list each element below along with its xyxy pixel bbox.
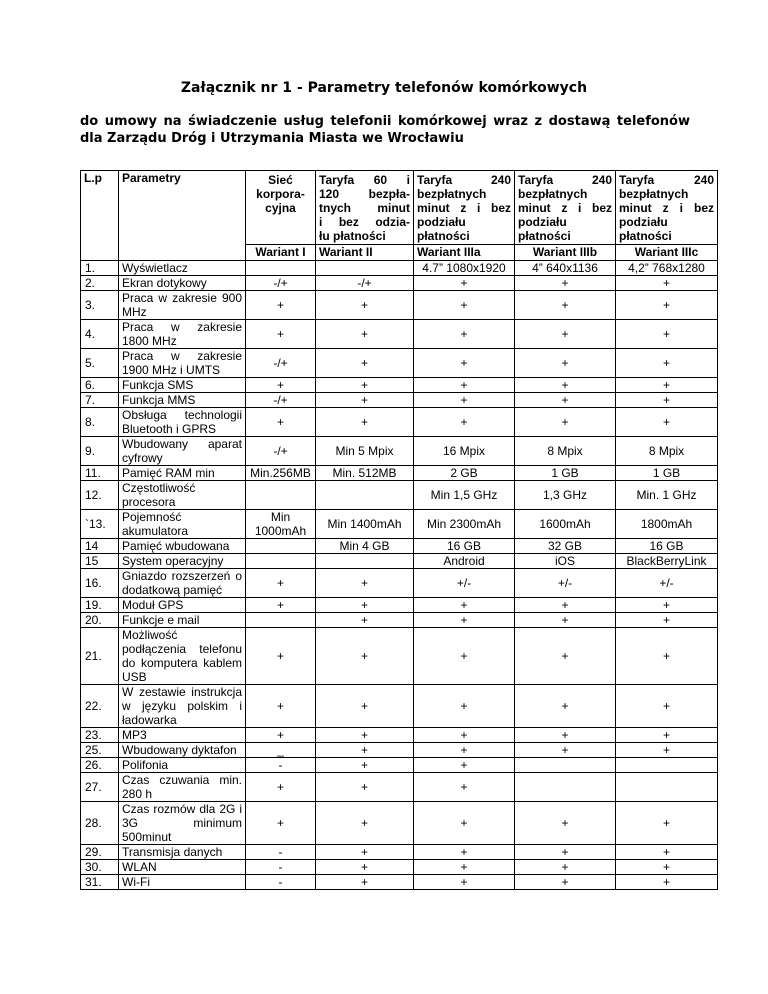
row-value: + (316, 378, 414, 393)
row-value: + (616, 291, 718, 320)
table-row (81, 378, 718, 393)
row-parameter: Obsługa technologii Bluetooth i GPRS (119, 408, 246, 437)
table-row (81, 554, 718, 569)
phone-parameters-table (80, 170, 718, 890)
row-value: + (616, 349, 718, 378)
row-value: -/+ (316, 276, 414, 291)
row-value: _ (246, 743, 316, 758)
row-value: 2 GB (414, 466, 515, 481)
row-number: `13. (81, 510, 119, 539)
row-number: 7. (81, 393, 119, 408)
row-parameter: Transmisja danych (119, 845, 246, 860)
row-value: +/- (515, 569, 616, 598)
row-value: - (246, 758, 316, 773)
row-value: + (316, 860, 414, 875)
row-parameter: Funkcja SMS (119, 378, 246, 393)
row-number: 15 (81, 554, 119, 569)
row-number: 5. (81, 349, 119, 378)
row-value: + (616, 276, 718, 291)
row-value: 1 GB (515, 466, 616, 481)
row-number: 27. (81, 773, 119, 802)
row-value: 16 GB (414, 539, 515, 554)
table-row (81, 773, 718, 802)
row-parameter: Gniazdo rozszerzeń o dodatkową pamięć (119, 569, 246, 598)
row-value (246, 261, 316, 276)
row-number: 8. (81, 408, 119, 437)
row-parameter: WLAN (119, 860, 246, 875)
row-number: 19. (81, 598, 119, 613)
row-value: + (616, 685, 718, 728)
row-value: + (316, 875, 414, 890)
row-value: + (414, 276, 515, 291)
row-value: + (414, 291, 515, 320)
row-value: + (414, 743, 515, 758)
table-row (81, 685, 718, 728)
row-number: 23. (81, 728, 119, 743)
header-col-4: Taryfa 240 bezpłatnych minut z i bez podziału płatności (515, 171, 616, 245)
row-value: + (414, 598, 515, 613)
row-parameter: Funkcja MMS (119, 393, 246, 408)
row-value (515, 758, 616, 773)
row-parameter: Moduł GPS (119, 598, 246, 613)
row-value: + (515, 598, 616, 613)
row-value: - (246, 875, 316, 890)
row-number: 11. (81, 466, 119, 481)
row-value: 1800mAh (616, 510, 718, 539)
row-parameter: Wyświetlacz (119, 261, 246, 276)
row-value: + (616, 378, 718, 393)
row-value: 4,2” 768x1280 (616, 261, 718, 276)
row-value: Min 1,5 GHz (414, 481, 515, 510)
row-parameter: Czas czuwania min. 280 h (119, 773, 246, 802)
row-value: + (414, 393, 515, 408)
row-value: + (246, 320, 316, 349)
row-value: + (246, 598, 316, 613)
row-value (616, 773, 718, 802)
row-value: + (515, 845, 616, 860)
row-value: + (515, 276, 616, 291)
row-number: 14 (81, 539, 119, 554)
row-value: + (515, 291, 616, 320)
row-value (316, 554, 414, 569)
row-value: + (316, 613, 414, 628)
row-value: iOS (515, 554, 616, 569)
row-value (515, 773, 616, 802)
row-value: 4” 640x1136 (515, 261, 616, 276)
table-row (81, 291, 718, 320)
row-parameter: System operacyjny (119, 554, 246, 569)
row-parameter: Praca w zakresie 1800 MHz (119, 320, 246, 349)
row-value: Min 1000mAh (246, 510, 316, 539)
row-value: + (414, 758, 515, 773)
row-number: 2. (81, 276, 119, 291)
row-value: + (515, 408, 616, 437)
row-value: + (414, 628, 515, 685)
row-number: 6. (81, 378, 119, 393)
row-value: + (515, 875, 616, 890)
row-value: + (246, 569, 316, 598)
variant-label: Wariant IIIa (414, 245, 515, 261)
row-parameter: Wbudowany dyktafon (119, 743, 246, 758)
row-parameter: Praca w zakresie 900 MHz (119, 291, 246, 320)
row-parameter: Wbudowany aparat cyfrowy (119, 437, 246, 466)
row-value: Min 4 GB (316, 539, 414, 554)
table-row (81, 802, 718, 845)
row-number: 31. (81, 875, 119, 890)
row-value: + (246, 773, 316, 802)
row-parameter: Funkcje e mail (119, 613, 246, 628)
row-number: 28. (81, 802, 119, 845)
row-value: + (515, 685, 616, 728)
row-value: + (246, 802, 316, 845)
row-value: Min. 512MB (316, 466, 414, 481)
row-value: 8 Mpix (616, 437, 718, 466)
row-value: + (316, 758, 414, 773)
header-col-3: Taryfa 240 bezpłatnych minut z i bez podziału płatności (414, 171, 515, 245)
table-row (81, 728, 718, 743)
row-number: 22. (81, 685, 119, 728)
row-value: 16 Mpix (414, 437, 515, 466)
table-row (81, 598, 718, 613)
table-row (81, 569, 718, 598)
row-value: + (515, 628, 616, 685)
row-value: + (414, 728, 515, 743)
row-value: + (616, 875, 718, 890)
row-value: + (316, 802, 414, 845)
page-title: Załącznik nr 1 - Parametry telefonów komórkowych (180, 80, 588, 96)
row-value: + (414, 613, 515, 628)
row-value: + (246, 728, 316, 743)
table-row (81, 613, 718, 628)
row-value: + (616, 743, 718, 758)
row-number: 12. (81, 481, 119, 510)
row-value: BlackBerryLink (616, 554, 718, 569)
row-parameter: Częstotliwość procesora (119, 481, 246, 510)
row-value: + (316, 393, 414, 408)
table-row (81, 466, 718, 481)
row-value: + (316, 685, 414, 728)
row-value: + (616, 320, 718, 349)
row-value: -/+ (246, 437, 316, 466)
row-value: + (414, 773, 515, 802)
row-value: + (616, 598, 718, 613)
row-value (246, 539, 316, 554)
row-value: + (616, 860, 718, 875)
row-value: + (414, 685, 515, 728)
variant-label: Wariant IIIc (616, 245, 718, 261)
row-value: 1600mAh (515, 510, 616, 539)
row-parameter: Ekran dotykowy (119, 276, 246, 291)
row-value: + (316, 628, 414, 685)
row-value: + (515, 378, 616, 393)
table-row (81, 845, 718, 860)
row-value (246, 554, 316, 569)
table-row (81, 628, 718, 685)
row-value: Android (414, 554, 515, 569)
row-value: Min. 1 GHz (616, 481, 718, 510)
row-parameter: Czas rozmów dla 2G i 3G minimum 500minut (119, 802, 246, 845)
table-row (81, 320, 718, 349)
row-parameter: W zestawie instrukcja w języku polskim i ładowarka (119, 685, 246, 728)
row-value: Min 2300mAh (414, 510, 515, 539)
row-value: + (316, 728, 414, 743)
row-value: + (414, 378, 515, 393)
row-value: -/+ (246, 349, 316, 378)
table-header-row (81, 171, 718, 245)
row-value: +/- (414, 569, 515, 598)
table-row (81, 510, 718, 539)
row-value: + (616, 628, 718, 685)
row-value: + (616, 393, 718, 408)
row-value: + (246, 408, 316, 437)
row-value (316, 261, 414, 276)
row-number: 25. (81, 743, 119, 758)
row-value: + (414, 875, 515, 890)
page-subtitle: do umowy na świadczenie usług telefonii komórkowej wraz z dostawą telefonów dla Zarządu Dróg i Utrzymania Miasta we Wrocławiu (80, 114, 690, 146)
row-value: + (316, 598, 414, 613)
row-number: 1. (81, 261, 119, 276)
table-row (81, 743, 718, 758)
table-row (81, 860, 718, 875)
table-row (81, 408, 718, 437)
header-col-1: Sieć korpora- cyjna (246, 171, 316, 245)
row-value: + (316, 569, 414, 598)
header-col-5: Taryfa 240 bezpłatnych minut z i bez podziału płatności (616, 171, 718, 245)
row-value (316, 481, 414, 510)
row-value: + (246, 685, 316, 728)
row-parameter: Pamięć wbudowana (119, 539, 246, 554)
row-parameter: MP3 (119, 728, 246, 743)
row-parameter: Praca w zakresie 1900 MHz i UMTS (119, 349, 246, 378)
row-parameter: Wi-Fi (119, 875, 246, 890)
row-value: + (515, 349, 616, 378)
row-value (246, 613, 316, 628)
row-number: 30. (81, 860, 119, 875)
row-parameter: Pojemność akumulatora (119, 510, 246, 539)
header-lp: L.p (81, 171, 119, 261)
row-value: Min 5 Mpix (316, 437, 414, 466)
row-value: +/- (616, 569, 718, 598)
row-value: + (316, 320, 414, 349)
row-value: 8 Mpix (515, 437, 616, 466)
row-value: - (246, 845, 316, 860)
row-value: + (316, 291, 414, 320)
row-value: + (316, 408, 414, 437)
table-row (81, 261, 718, 276)
table-row (81, 758, 718, 773)
row-value: 32 GB (515, 539, 616, 554)
table-row (81, 349, 718, 378)
row-parameter: Możliwość podłączenia telefonu do komputera kablem USB (119, 628, 246, 685)
row-value: + (316, 349, 414, 378)
row-value: + (414, 802, 515, 845)
variant-label: Wariant II (316, 245, 414, 261)
row-value: + (316, 743, 414, 758)
row-value: + (515, 613, 616, 628)
row-value: Min.256MB (246, 466, 316, 481)
table-row (81, 539, 718, 554)
row-value: + (316, 773, 414, 802)
table-row (81, 437, 718, 466)
row-parameter: Pamięć RAM min (119, 466, 246, 481)
row-value: + (316, 845, 414, 860)
row-value: 1,3 GHz (515, 481, 616, 510)
header-col-2: Taryfa 60 i 120 bezpła- tnych minut i bez odzia- łu płatności (316, 171, 414, 245)
row-value: + (616, 845, 718, 860)
row-value: + (616, 613, 718, 628)
row-value: + (246, 291, 316, 320)
row-value: 1 GB (616, 466, 718, 481)
row-value: + (515, 860, 616, 875)
row-value: Min 1400mAh (316, 510, 414, 539)
row-value: + (515, 802, 616, 845)
row-parameter: Polifonia (119, 758, 246, 773)
row-value: + (515, 393, 616, 408)
table-row (81, 481, 718, 510)
row-value: + (616, 802, 718, 845)
row-value: + (515, 743, 616, 758)
row-value: + (414, 408, 515, 437)
row-number: 4. (81, 320, 119, 349)
row-value: -/+ (246, 276, 316, 291)
row-value: -/+ (246, 393, 316, 408)
header-parameters: Parametry (119, 171, 246, 261)
row-value: + (616, 408, 718, 437)
row-value (616, 758, 718, 773)
table-row (81, 393, 718, 408)
row-value: + (414, 845, 515, 860)
row-value: + (246, 628, 316, 685)
row-value: + (414, 349, 515, 378)
row-value: 4.7” 1080x1920 (414, 261, 515, 276)
table-row (81, 875, 718, 890)
row-number: 26. (81, 758, 119, 773)
row-number: 29. (81, 845, 119, 860)
row-number: 21. (81, 628, 119, 685)
row-number: 20. (81, 613, 119, 628)
variant-label: Wariant I (246, 245, 316, 261)
row-value: 16 GB (616, 539, 718, 554)
table-row (81, 276, 718, 291)
row-value: + (616, 728, 718, 743)
row-number: 9. (81, 437, 119, 466)
variant-label: Wariant IIIb (515, 245, 616, 261)
row-value: + (414, 860, 515, 875)
row-value (246, 481, 316, 510)
row-number: 3. (81, 291, 119, 320)
row-value: + (246, 378, 316, 393)
row-value: - (246, 860, 316, 875)
row-value: + (515, 320, 616, 349)
row-number: 16. (81, 569, 119, 598)
row-value: + (515, 728, 616, 743)
row-value: + (414, 320, 515, 349)
